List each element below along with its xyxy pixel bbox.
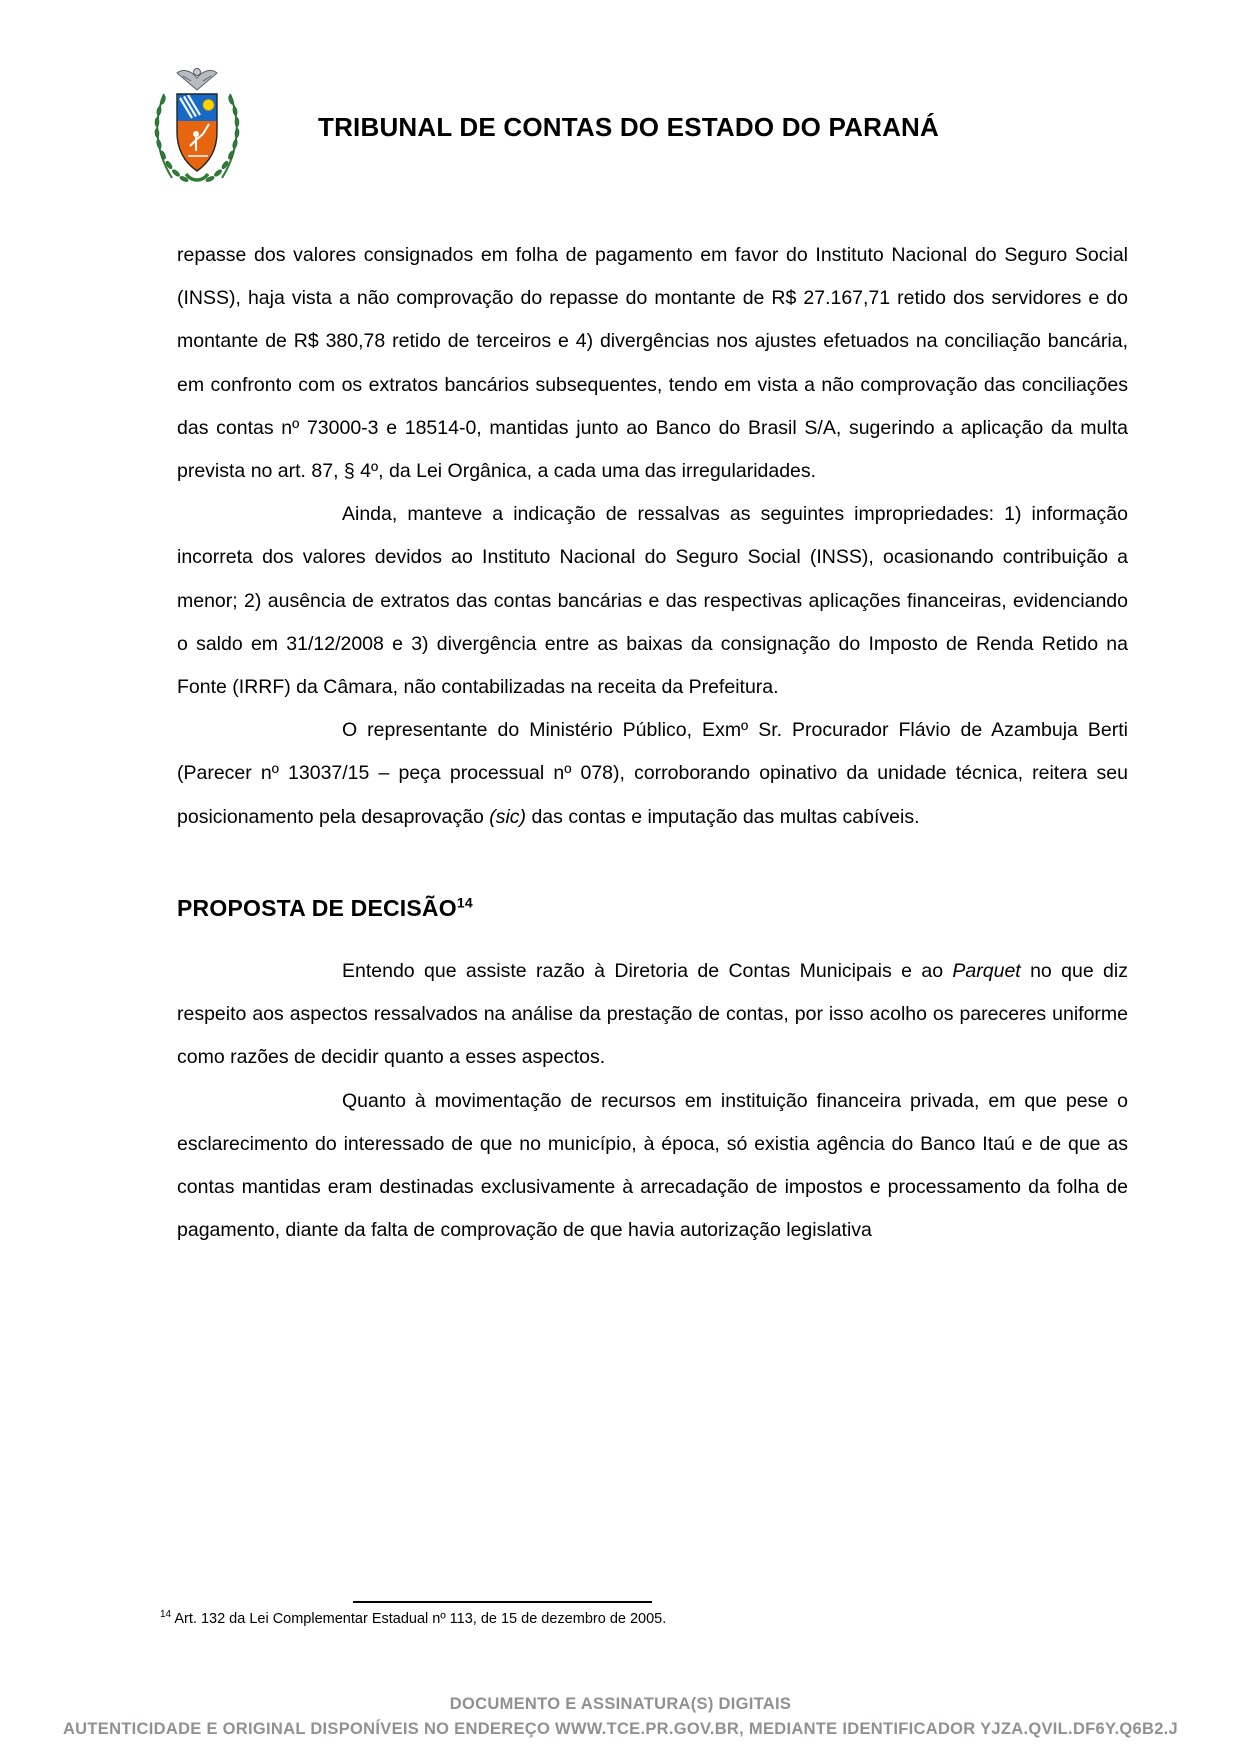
sun-icon (203, 100, 214, 111)
ribbon (186, 174, 208, 180)
footer-line-1: DOCUMENTO E ASSINATURA(S) DIGITAIS (449, 1695, 792, 1713)
footnote-text: Art. 132 da Lei Complementar Estadual nº 113, de 15 de dezembro de 2005. (171, 1611, 667, 1627)
section-heading: PROPOSTA DE DECISÃO$^{14}$ (177, 894, 473, 921)
page-footer (0, 1692, 1241, 1741)
text-run: (sic) (489, 805, 527, 828)
text-run: Quanto à movimentação de recursos em instituição financeira privada, em que pese o esclarecimento do interessado de que no município, à época, só existia agência do Banco Itaú e de que as contas mantidas eram destinadas exclusivamente à arrecadação de impostos e processamento da folha de pagamento, diante da falta de comprovação de que havia autorização legislativa (177, 1089, 1128, 1242)
footnote-reference: 14 (456, 894, 473, 911)
footnote-marker: 14 (160, 1609, 172, 1621)
document-body (177, 234, 1128, 1252)
body-paragraph (177, 234, 1128, 493)
parana-coat-of-arms-logo (150, 64, 244, 188)
text-run: O representante do Ministério Público, Exmº Sr. Procurador Flávio de Azambuja Berti (Parecer nº 13037/15 – peça processual nº 078), corroborando opinativo da unidade técnica, reitera seu posicionamento pela desaprovação (177, 719, 1128, 828)
body-paragraph (177, 709, 1128, 839)
text-run: Parquet (952, 960, 1021, 983)
body-paragraph (177, 1080, 1128, 1253)
eagle-icon (177, 69, 217, 91)
shield (177, 94, 217, 171)
text-run: das contas e imputação das multas cabíveis. (526, 805, 920, 828)
text-run: no que diz respeito aos aspectos ressalvados na análise da prestação de contas, por isso acolho os pareceres uniforme como razões de decidir quanto a esses aspectos. (177, 960, 1128, 1069)
footer-line-2: AUTENTICIDADE E ORIGINAL DISPONÍVEIS NO ENDEREÇO WWW.TCE.PR.GOV.BR, MEDIANTE IDENTIFICADOR YJZA.QVIL.DF6Y.Q6B2.J (62, 1719, 1179, 1738)
footnote (160, 1609, 1110, 1630)
page-title: TRIBUNAL DE CONTAS DO ESTADO DO PARANÁ (318, 112, 940, 142)
body-paragraph (177, 493, 1128, 709)
body-paragraph (177, 950, 1128, 1080)
text-run: Entendo que assiste razão à Diretoria de Contas Municipais e ao (342, 960, 953, 983)
footnote-separator (353, 1601, 652, 1603)
text-run: Ainda, manteve a indicação de ressalvas as seguintes impropriedades: 1) informação incorreta dos valores devidos ao Instituto Nacional do Seguro Social (INSS), ocasionando contribuição a menor; 2) ausência de extratos das contas bancárias e das respectivas aplicações financeiras, evidenciando o saldo em 31/12/2008 e 3) divergência entre as baixas da consignação do Imposto de Renda Retido na Fonte (IRRF) da Câmara, não contabilizadas na receita da Prefeitura. (177, 503, 1128, 699)
text-run: repasse dos valores consignados em folha de pagamento em favor do Instituto Nacional do Seguro Social (INSS), haja vista a não comprovação do repasse do montante de R$ 27.167,71 retido dos servidores e do montante de R$ 380,78 retido de terceiros e 4) divergências nos ajustes efetuados na conciliação bancária, em confronto com os extratos bancários subsequentes, tendo em vista a não comprovação das conciliações das contas nº 73000-3 e 18514-0, mantidas junto ao Banco do Brasil S/A, sugerindo a aplicação da multa prevista no art. 87, § 4º, da Lei Orgânica, a cada uma das irregularidades. (177, 244, 1128, 483)
